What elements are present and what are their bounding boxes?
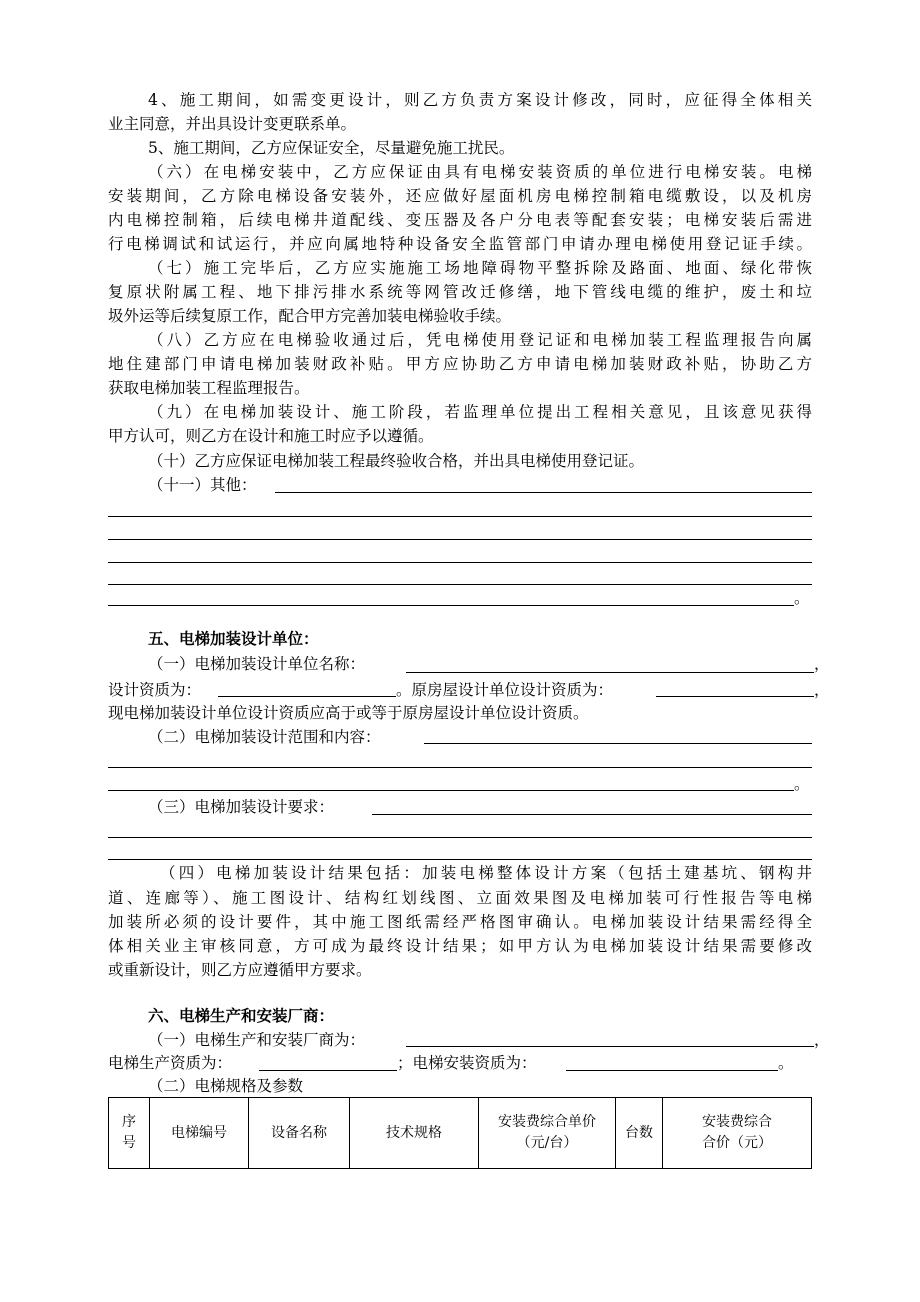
clause-9-line-2: 甲方认可，则乙方在设计和施工时应予以遵循。 — [108, 427, 434, 445]
header-device-name — [249, 1098, 350, 1169]
section-6-1-comma: ， — [814, 1031, 830, 1049]
section-5-1-orig-qual-label: 。原房屋设计单位设计资质为： — [396, 681, 614, 699]
clause-5: 5、施工期间，乙方应保证安全，尽量避免施工扰民。 — [148, 139, 515, 157]
clause-6-line-3: 内电梯控制箱，后续电梯井道配线、变压器及各户分电表等配套安装；电梯安装后需进 — [108, 211, 812, 229]
header-unit-price — [479, 1098, 616, 1169]
elevator-spec-table — [108, 1097, 812, 1169]
section-5-1-requirement: 现电梯加装设计单位设计资质应高于或等于原房屋设计单位设计资质。 — [108, 704, 589, 722]
clause-8-line-1: （八）乙方应在电梯验收通过后，凭电梯使用登记证和电梯加装工程监理报告向属 — [148, 331, 812, 349]
section-5-4-line-1: （四）电梯加装设计结果包括：加装电梯整体设计方案（包括土建基坑、钢构井 — [160, 864, 812, 882]
section-5-4-line-2: 道、连廊等）、施工图设计、结构红划线图、立面效果图及电梯加装可行性报告等电梯 — [108, 889, 812, 907]
clause-4-line-1: 4、施工期间，如需变更设计，则乙方负责方案设计修改，同时，应征得全体相关 — [148, 91, 812, 109]
clause-11-period: 。 — [794, 589, 810, 607]
installation-qualification-blank — [566, 1070, 778, 1071]
clause-8-line-2: 地住建部门申请电梯加装财政补贴。甲方应协助乙方申请电梯加装财政补贴，协助乙方 — [108, 355, 812, 373]
design-requirement-blank-1 — [372, 814, 812, 815]
clause-7-line-1: （七）施工完毕后，乙方应实施施工场地障碍物平整拆除及路面、地面、绿化带恢 — [148, 259, 812, 277]
table-header-row — [109, 1098, 812, 1169]
header-total-price — [663, 1098, 812, 1169]
section-5-3-label: （三）电梯加装设计要求： — [148, 798, 335, 816]
header-unit-price-text: 安装费综合单价 （元/台） — [498, 1114, 596, 1151]
design-scope-blank-3 — [108, 790, 794, 791]
clause-11-blank-5 — [108, 584, 812, 585]
design-scope-blank-2 — [108, 767, 812, 768]
clause-7-line-3: 圾外运等后续复原工作，配合甲方完善加装电梯验收手续。 — [108, 307, 512, 325]
section-5-2-label: （二）电梯加装设计范围和内容： — [148, 728, 381, 746]
design-scope-blank-1 — [424, 743, 812, 744]
clause-6-line-2: 安装期间，乙方除电梯设备安装外，还应做好屋面机房电梯控制箱电缆敷设，以及机房 — [108, 187, 812, 205]
section-5-1-comma-2: ， — [814, 681, 830, 699]
production-qualification-blank — [259, 1070, 397, 1071]
production-qual-label: 电梯生产资质为： — [108, 1054, 233, 1072]
installation-qual-label: ；电梯安装资质为： — [397, 1054, 537, 1072]
section-5-4-line-5: 或重新设计，则乙方应遵循甲方要求。 — [108, 961, 372, 979]
section-6-1-label: （一）电梯生产和安装厂商为： — [148, 1031, 366, 1049]
clause-4-line-2: 业主同意，并出具设计变更联系单。 — [108, 115, 357, 133]
section-5-1-label: （一）电梯加装设计单位名称： — [148, 655, 366, 673]
clause-11-blank-3 — [108, 539, 812, 540]
original-design-qualification-blank — [656, 696, 814, 697]
section-5-1-comma: ， — [814, 655, 830, 673]
clause-7-line-2: 复原状附属工程、地下排污排水系统等网管改迁修缮，地下管线电缆的维护，废土和垃 — [108, 283, 812, 301]
clause-11-blank-2 — [108, 516, 812, 517]
header-quantity-text: 台数 — [625, 1124, 653, 1141]
section-6-1-period: 。 — [778, 1054, 794, 1072]
clause-9-line-1: （九）在电梯加装设计、施工阶段，若监理单位提出工程相关意见，且该意见获得 — [148, 403, 812, 421]
clause-6-line-1: （六）在电梯安装中，乙方应保证由具有电梯安装资质的单位进行电梯安装。电梯 — [148, 163, 812, 181]
header-index — [109, 1098, 150, 1169]
header-device-name-text: 设备名称 — [271, 1124, 327, 1141]
manufacturer-blank — [406, 1046, 814, 1047]
design-unit-name-blank — [406, 672, 814, 673]
design-qualification-blank — [218, 696, 396, 697]
clause-8-line-3: 获取电梯加装工程监理报告。 — [108, 379, 310, 397]
header-elevator-no — [150, 1098, 249, 1169]
section-5-4-line-4: 体相关业主审核同意，方可成为最终设计结果；如甲方认为电梯加装设计结果需要修改 — [108, 937, 812, 955]
section-5-heading: 五、电梯加装设计单位： — [148, 629, 319, 648]
section-6-heading: 六、电梯生产和安装厂商： — [148, 1006, 335, 1025]
clause-11-blank-4 — [108, 562, 812, 563]
section-6-2-label: （二）电梯规格及参数 — [148, 1077, 304, 1095]
header-tech-spec-text: 技术规格 — [386, 1124, 442, 1141]
clause-10: （十）乙方应保证电梯加装工程最终验收合格，并出具电梯使用登记证。 — [148, 452, 645, 470]
design-scope-period: 。 — [794, 775, 810, 793]
clause-11-label: （十一）其他： — [148, 476, 257, 494]
header-index-text: 序 号 — [122, 1114, 136, 1151]
design-requirement-blank-3 — [108, 859, 812, 860]
design-requirement-blank-2 — [108, 837, 812, 838]
clause-11-blank-6 — [108, 605, 794, 606]
clause-6-line-4: 行电梯调试和试运行，并应向属地特种设备安全监管部门申请办理电梯使用登记证手续。 — [108, 235, 812, 253]
clause-11-blank-1 — [275, 492, 812, 493]
header-elevator-no-text: 电梯编号 — [171, 1124, 227, 1141]
section-5-1-qual-label: 设计资质为： — [108, 681, 202, 699]
header-quantity — [616, 1098, 663, 1169]
header-total-price-text: 安装费综合 合价（元） — [702, 1114, 772, 1151]
section-5-4-line-3: 加装所必须的设计要件，其中施工图纸需经严格图审确认。电梯加装设计结果需经得全 — [108, 913, 812, 931]
header-tech-spec — [350, 1098, 479, 1169]
